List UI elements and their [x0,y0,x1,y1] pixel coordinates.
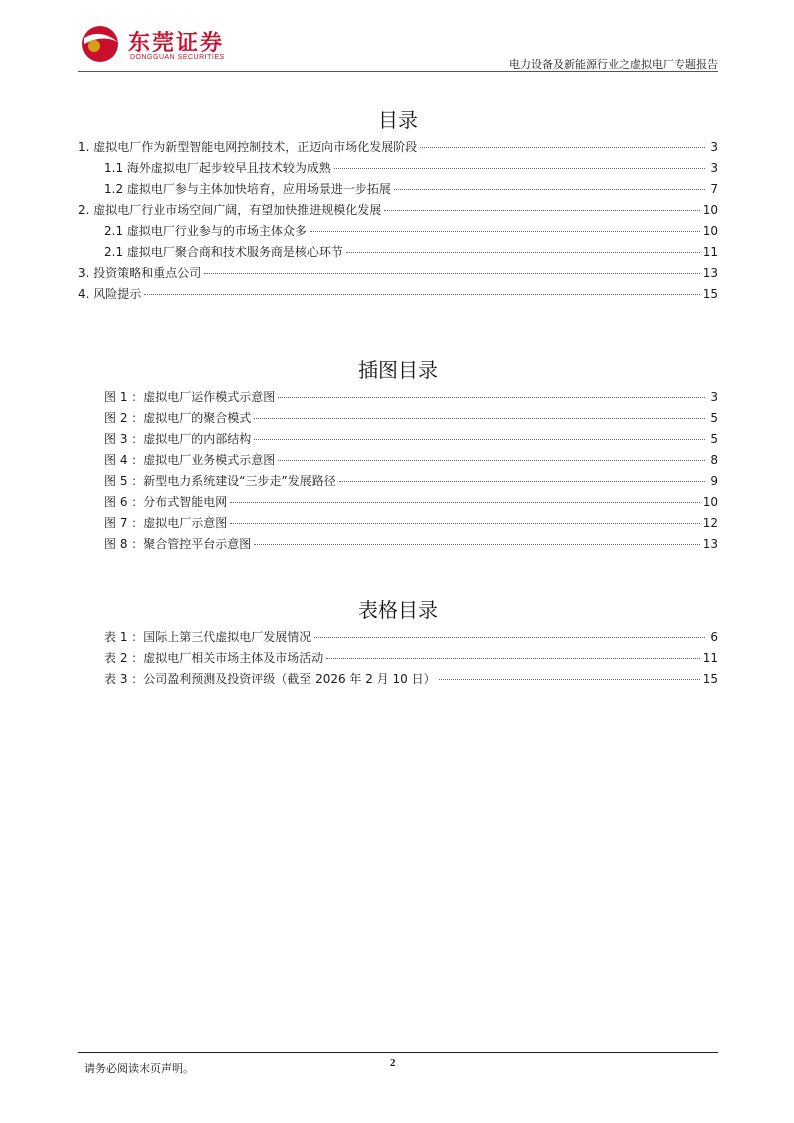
toc-entry[interactable] [78,243,718,264]
toc-entry[interactable] [78,159,718,180]
dot-leader [314,636,705,638]
table-entry-page[interactable]: 15 [702,672,718,686]
dot-leader [326,657,699,659]
dot-leader [394,188,705,190]
figure-entry-page[interactable]: 12 [702,516,718,530]
toc-entry-page[interactable]: 10 [702,203,718,217]
toc-entry-page[interactable]: 10 [702,224,718,238]
dot-leader [144,293,699,295]
toc-entry-label[interactable]: 1.2 虚拟电厂参与主体加快培育，应用场景进一步拓展 [104,182,391,196]
dot-leader [254,543,699,545]
dot-leader [230,522,699,524]
toc-title: 目录 [378,108,418,132]
disclaimer-note: 请务必阅读末页声明。 [84,1062,194,1075]
toc-entry[interactable] [78,201,718,222]
toc-entry-page[interactable]: 15 [702,287,718,301]
toc-entry-label[interactable]: 2.1 虚拟电厂聚合商和技术服务商是核心环节 [104,245,343,259]
dot-leader [278,459,705,461]
dot-leader [278,396,705,398]
table-entry-label[interactable]: 表 2 ：虚拟电厂相关市场主体及市场活动 [104,651,324,665]
toc-entry-label[interactable]: 1. 虚拟电厂作为新型智能电网控制技术，正迈向市场化发展阶段 [78,140,418,154]
figure-entry[interactable] [78,472,718,493]
toc-entry[interactable] [78,222,718,243]
toc-entry[interactable] [78,138,718,159]
figure-entry-page[interactable]: 9 [710,474,718,488]
dot-leader [346,251,700,253]
table-entry[interactable] [78,628,718,649]
dot-leader [204,272,699,274]
toc-entry[interactable] [78,264,718,285]
page-header [78,22,718,74]
figure-entry-page[interactable]: 13 [702,537,718,551]
figure-entry-page[interactable]: 5 [710,411,718,425]
figure-entry[interactable] [78,514,718,535]
toc-entry-page[interactable]: 7 [710,182,718,196]
figure-entry-page[interactable]: 8 [710,453,718,467]
figure-entry-page[interactable]: 10 [702,495,718,509]
toc-entry-label[interactable]: 2. 虚拟电厂行业市场空间广阔，有望加快推进规模化发展 [78,203,382,217]
figure-entry-page[interactable]: 5 [710,432,718,446]
toc-entry-label[interactable]: 4. 风险提示 [78,287,142,301]
table-entry[interactable] [78,670,718,691]
figure-entry[interactable] [78,430,718,451]
toc-entry[interactable] [78,180,718,201]
table-list [78,628,718,691]
figure-entry-label[interactable]: 图 1 ：虚拟电厂运作模式示意图 [104,390,276,404]
table-entry-label[interactable]: 表 1 ：国际上第三代虚拟电厂发展情况 [104,630,312,644]
figure-entry[interactable] [78,409,718,430]
dot-leader [254,438,705,440]
figure-entry-label[interactable]: 图 8 ：聚合管控平台示意图 [104,537,252,551]
toc-entry-label[interactable]: 3. 投资策略和重点公司 [78,266,202,280]
header-divider [78,71,718,72]
figure-list [78,388,718,556]
footer-divider [78,1052,718,1053]
toc-entry-page[interactable]: 3 [710,161,718,175]
toc-entry-label[interactable]: 2.1 虚拟电厂行业参与的市场主体众多 [104,224,307,238]
report-title: 电力设备及新能源行业之虚拟电厂专题报告 [509,58,718,71]
table-entry[interactable] [78,649,718,670]
logo-chinese-name: 东莞证券 [128,30,225,56]
table-entry-page[interactable]: 11 [702,651,718,665]
dot-leader [439,678,700,680]
toc-entry[interactable] [78,285,718,306]
toc-entry-page[interactable]: 11 [702,245,718,259]
toc-list [78,138,718,306]
company-logo [78,22,248,66]
dot-leader [334,167,705,169]
toc-entry-page[interactable]: 13 [702,266,718,280]
logo-emblem-icon [80,24,124,64]
dot-leader [420,146,705,148]
figure-entry[interactable] [78,451,718,472]
figure-entry-label[interactable]: 图 7 ：虚拟电厂示意图 [104,516,228,530]
tables-title: 表格目录 [358,598,438,622]
table-entry-page[interactable]: 6 [710,630,718,644]
dot-leader [310,230,700,232]
table-entry-label[interactable]: 表 3 ：公司盈利预测及投资评级（截至 2026 年 2 月 10 日） [104,672,436,686]
figure-entry-page[interactable]: 3 [710,390,718,404]
dot-leader [230,501,699,503]
logo-english-name: DONGGUAN SECURITIES [130,54,225,61]
page-number: 2 [390,1057,396,1069]
dot-leader [339,480,705,482]
figure-entry-label[interactable]: 图 3 ：虚拟电厂的内部结构 [104,432,252,446]
figure-entry[interactable] [78,493,718,514]
dot-leader [384,209,699,211]
figure-entry-label[interactable]: 图 2 ：虚拟电厂的聚合模式 [104,411,252,425]
dot-leader [254,417,705,419]
figure-entry-label[interactable]: 图 6 ：分布式智能电网 [104,495,228,509]
figures-title: 插图目录 [358,358,438,382]
toc-entry-label[interactable]: 1.1 海外虚拟电厂起步较早且技术较为成熟 [104,161,331,175]
figure-entry-label[interactable]: 图 4 ：虚拟电厂业务模式示意图 [104,453,276,467]
figure-entry[interactable] [78,388,718,409]
toc-entry-page[interactable]: 3 [710,140,718,154]
figure-entry[interactable] [78,535,718,556]
figure-entry-label[interactable]: 图 5 ：新型电力系统建设“三步走”发展路径 [104,474,336,488]
